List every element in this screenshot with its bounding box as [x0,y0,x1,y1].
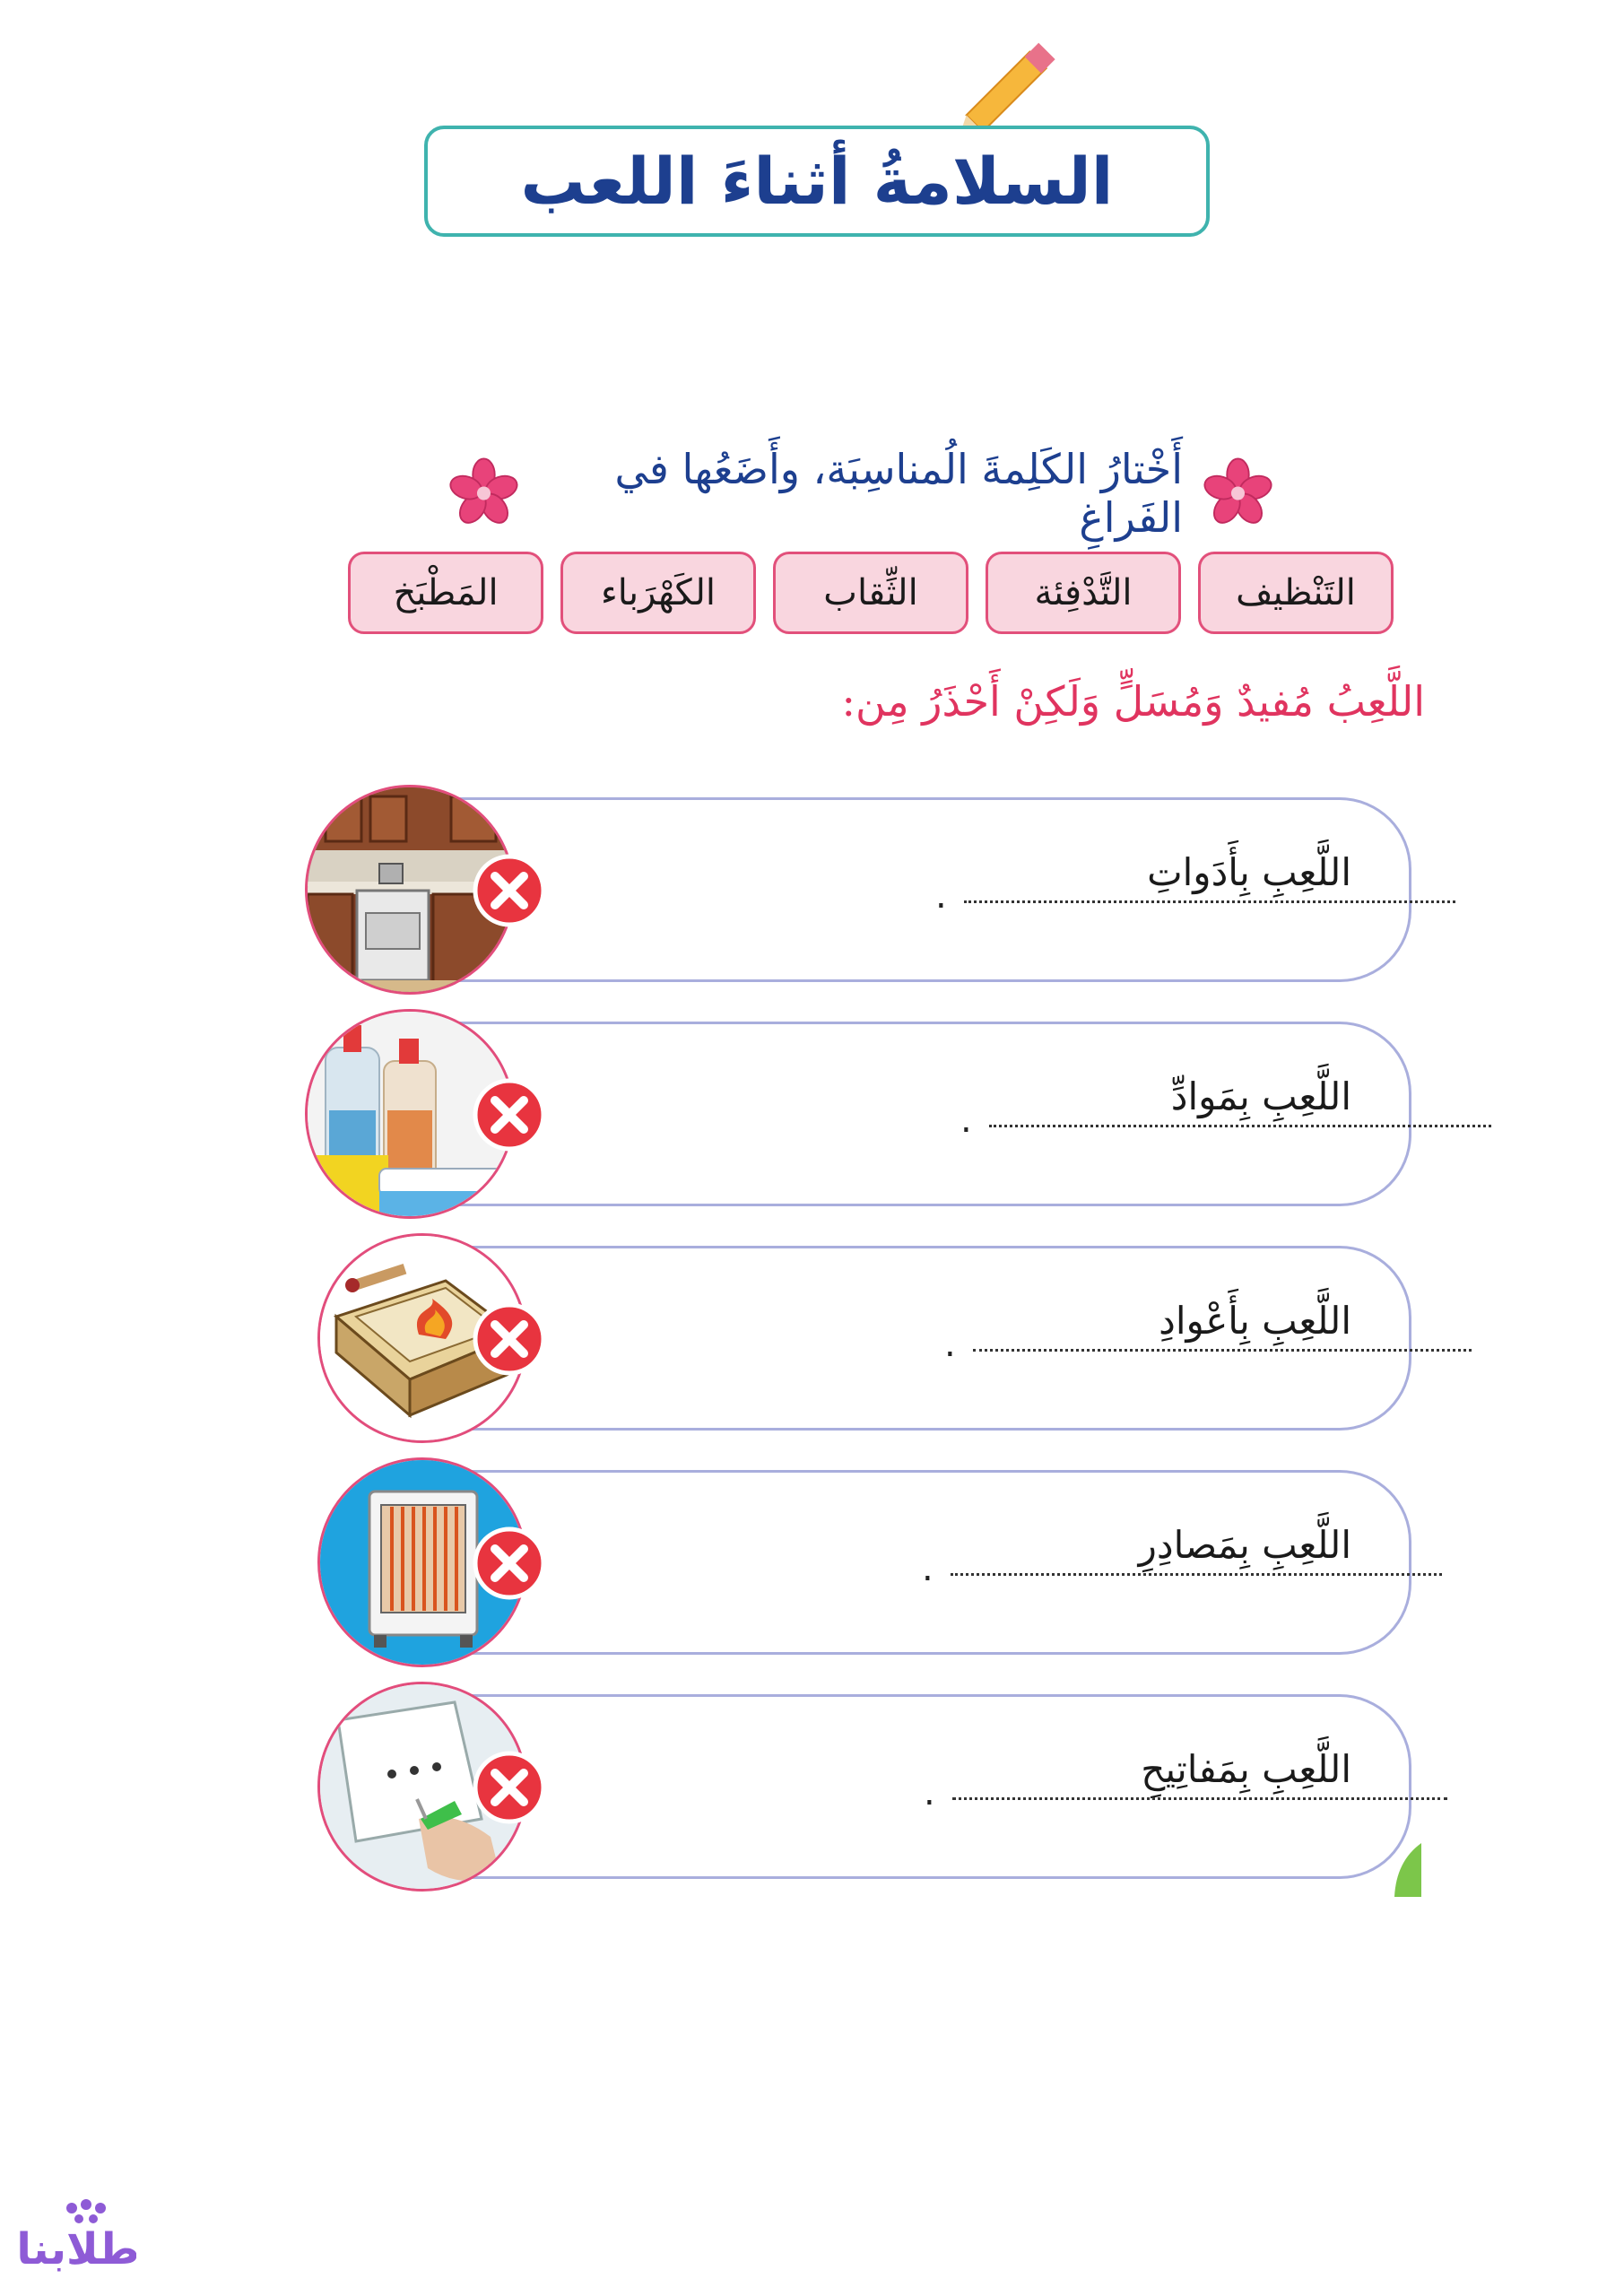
sentence-text: اللَّعِبِ بِمَفاتِيحِ [1141,1747,1351,1791]
full-stop: . [944,1324,956,1365]
sentence-text: اللَّعِبِ بِمَصادِرِ [1138,1523,1351,1567]
sentence-text: اللَّعِبِ بِمَوادِّ [1170,1074,1351,1118]
x-mark-icon [472,1077,547,1152]
word-bank [348,552,1394,638]
answer-box [439,1022,1411,1206]
x-mark-icon [472,853,547,928]
logo-text: طلابنا [20,2224,136,2274]
instruction-text: أَخْتارُ الكَلِمةَ الُمناسِبَة، وأَضَعُها في الفَراغِ [614,445,1184,542]
answer-blank[interactable] [973,1349,1472,1352]
exercise-row [305,785,1417,995]
site-logo [20,2197,136,2278]
exercise-row [305,1682,1417,1892]
sentence-text: اللَّعِبِ بِأَعْوادِ [1159,1299,1351,1343]
word-chip-cleaning[interactable]: التَنْظيف [1198,552,1394,634]
answer-box [439,1246,1411,1431]
instruction-row [448,445,1273,542]
intro-text: اللَّعِبُ مُفيدٌ وَمُسَلٍّ وَلَكِنْ أَحْذَرُ مِن: [841,677,1425,726]
full-stop: . [924,1772,935,1813]
answer-blank[interactable] [951,1573,1442,1576]
flower-icon [1203,456,1273,531]
word-chip-electricity[interactable]: الكَهْرَباء [560,552,756,634]
answer-blank[interactable] [964,900,1455,903]
word-chip-heating[interactable]: التَّدْفِئة [986,552,1181,634]
flower-icon [448,456,519,531]
sentence-text: اللَّعِبِ بِأَدَواتِ [1147,850,1351,894]
word-chip-kitchen[interactable]: المَطْبَخ [348,552,543,634]
full-stop: . [922,1548,934,1589]
exercise-row [305,1009,1417,1219]
exercise-row [305,1233,1417,1443]
green-page-tab [1394,1843,1421,1897]
full-stop: . [935,875,947,917]
full-stop: . [960,1100,972,1141]
answer-box [439,797,1411,982]
exercise-row [305,1457,1417,1667]
page-title: السلامةُ أثناءَ اللعب [520,144,1114,219]
x-mark-icon [472,1750,547,1825]
x-mark-icon [472,1301,547,1377]
answer-box [439,1694,1411,1879]
word-chip-matches[interactable]: الثِّقاب [773,552,968,634]
title-box [424,126,1210,237]
x-mark-icon [472,1526,547,1601]
answer-blank[interactable] [989,1125,1491,1127]
answer-box [439,1470,1411,1655]
answer-blank[interactable] [952,1797,1447,1800]
